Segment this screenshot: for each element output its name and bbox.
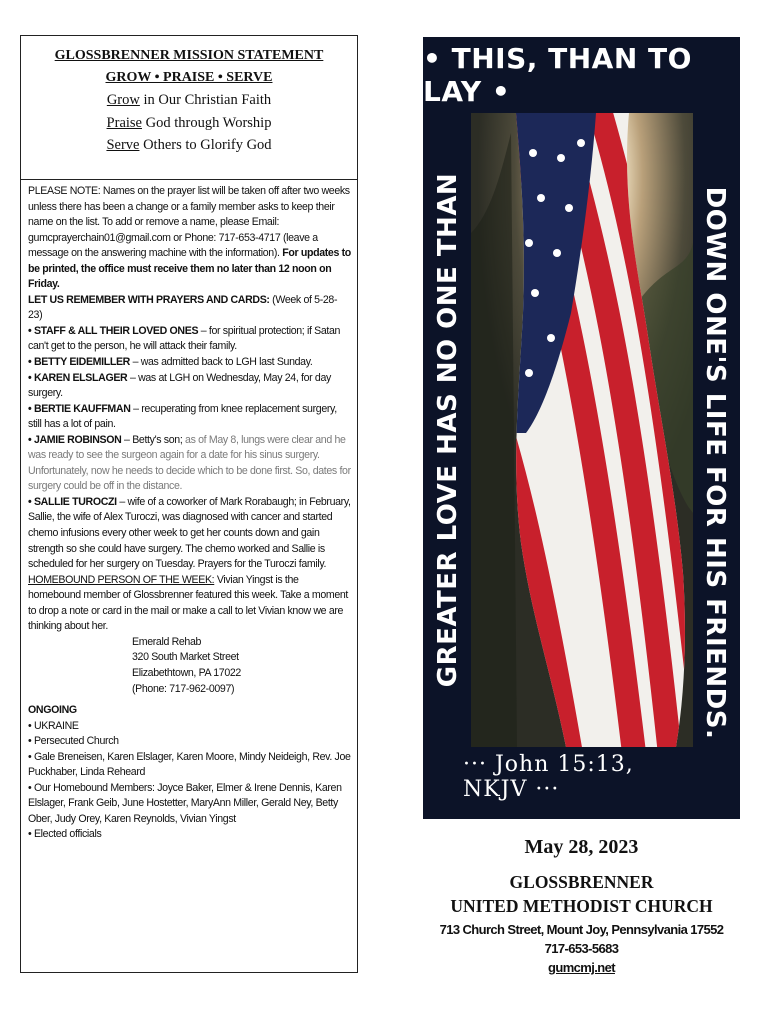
- homebound-paragraph: HOMEBOUND PERSON OF THE WEEK: Vivian Yingst is the homebound member of Glossbrenner featured this week. Take a moment to drop a note or card in the mail or make a call to let Vivian know we are thinking about her.: [28, 573, 349, 633]
- ongoing-item: • Elected officials: [28, 828, 102, 841]
- ongoing-heading: ONGOING: [28, 704, 77, 717]
- church-website: gumcmj.net: [548, 960, 615, 975]
- bulletin-left-panel: [20, 35, 358, 973]
- church-info: [423, 832, 740, 977]
- prayer-item: • BERTIE KAUFFMAN – recuperating from knee replacement surgery, still has a lot of pain.: [28, 402, 337, 431]
- church-name-subtitle: UNITED METHODIST CHURCH: [450, 896, 713, 916]
- address-line: (Phone: 717-962-0097): [132, 682, 235, 695]
- ongoing-item: • Persecuted Church: [28, 735, 119, 748]
- ongoing-item: • Gale Breneisen, Karen Elslager, Karen Moore, Mindy Neideigh, Rev. Joe Puckhaber, Linda Reheard: [28, 750, 351, 779]
- prayer-item: • JAMIE ROBINSON – Betty's son; as of May 8, lungs were clear and he was ready to see the surgeon again for a date for his sinus surgery. Unfortunately, now he needs to decide which to be done first. So, dates for surgery could be off in the distance.: [28, 433, 351, 493]
- cover-image: [423, 37, 740, 819]
- address-line: Elizabethtown, PA 17022: [132, 666, 241, 679]
- prayer-item: • SALLIE TUROCZI – wife of a coworker of Mark Rorabaugh; in February, Sallie, the wife of Alex Turoczi, was diagnosed with cancer and started chemo infusions every other week to get her counts down and gain strength so she could have surgery. The chemo worked and Sallie is scheduled for her surgery on Tuesday. Prayers for the Turoczi family.: [28, 495, 351, 571]
- mission-motto: GROW • PRAISE • SERVE: [105, 70, 273, 85]
- church-address: 713 Church Street, Mount Joy, Pennsylvania 17552: [439, 922, 724, 937]
- prayer-note: PLEASE NOTE: Names on the prayer list will be taken off after two weeks unless there has been a change or a family member asks to keep their name on the list. To add or remove a name, please Email: gumcprayerchain01@gmail.com or Phone: 717-653-4717 (leave a message on the answering machine with the information). For updates to be printed, the office must receive them no later than 12 noon on Friday.: [28, 185, 351, 291]
- ongoing-item: • Our Homebound Members: Joyce Baker, Elmer & Irene Dennis, Karen Elslager, Frank Geib, June Hostetter, MaryAnn Miller, Gerald Ney, Betty Ober, Judy Orey, Karen Reynolds, Vivian Yingst: [28, 781, 342, 825]
- cover-left-text: GREATER LOVE HAS NO ONE THAN: [433, 172, 463, 688]
- scripture-reference: ··· John 15:13, NKJV ···: [463, 752, 634, 802]
- prayer-item: • BETTY EIDEMILLER – was admitted back to LGH last Sunday.: [28, 356, 313, 369]
- prayer-item: • STAFF & ALL THEIR LOVED ONES – for spiritual protection; if Satan can't get to the person, he will attack their family.: [28, 324, 341, 353]
- address-line: 320 South Market Street: [132, 651, 239, 664]
- american-flag-photo: [471, 113, 693, 747]
- church-name: GLOSSBRENNER: [509, 872, 654, 892]
- cover-right-text: DOWN ONE'S LIFE FOR HIS FRIENDS.: [700, 186, 730, 740]
- remember-heading: LET US REMEMBER WITH PRAYERS AND CARDS: (Week of 5-28-23): [28, 293, 338, 322]
- cover-top-text: • THIS, THAN TO LAY •: [423, 42, 692, 108]
- church-phone: 717-653-5683: [544, 941, 619, 956]
- mission-statement-box: [21, 36, 357, 180]
- mission-line-grow: Grow in Our Christian Faith: [106, 92, 272, 108]
- ongoing-item: • UKRAINE: [28, 719, 79, 732]
- mission-title: GLOSSBRENNER MISSION STATEMENT: [54, 48, 324, 63]
- mission-line-praise: Praise God through Worship: [106, 114, 272, 131]
- bulletin-date: May 28, 2023: [524, 836, 639, 858]
- prayer-item: • KAREN ELSLAGER – was at LGH on Wednesday, May 24, for day surgery.: [28, 371, 331, 400]
- prayer-list: [21, 180, 357, 843]
- mission-line-serve: Serve Others to Glorify God: [106, 137, 272, 153]
- address-line: Emerald Rehab: [132, 635, 202, 648]
